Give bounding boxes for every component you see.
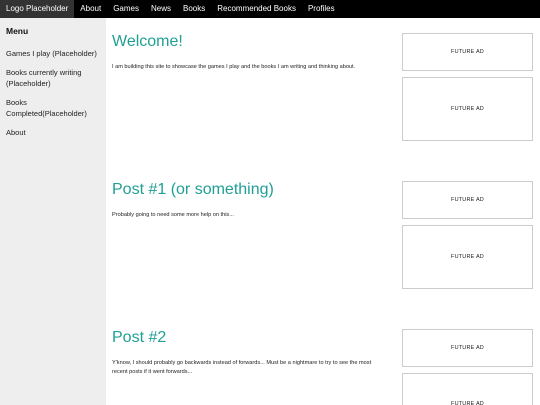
sidebar-heading: Menu — [6, 26, 29, 36]
top-navigation-bar — [0, 0, 540, 18]
sidebar-item-about[interactable]: About — [6, 128, 26, 137]
nav-profiles[interactable]: Profiles — [307, 4, 335, 13]
post-title: Post #2 — [112, 329, 167, 346]
post-body: I am building this site to showcase the games I play and the books I am writing and thinking about. — [112, 64, 356, 70]
nav-about[interactable]: About — [80, 4, 102, 13]
ad-slot: FUTURE AD — [402, 329, 533, 367]
sidebar-item-books-writing[interactable]: Books currently writing (Placeholder) — [6, 68, 82, 88]
nav-logo-placeholder[interactable]: Logo Placeholder — [0, 0, 74, 18]
ad-slot: FUTURE AD — [402, 181, 533, 219]
post-title: Welcome! — [112, 33, 183, 50]
post-body: Y'know, I should probably go backwards instead of forwards... Must be a nightmare to try to see the most recent posts if it went forwards... — [112, 360, 372, 375]
sidebar-item-books-completed[interactable]: Books Completed(Placeholder) — [6, 98, 87, 118]
ad-slot: FUTURE AD — [402, 77, 533, 141]
sidebar-menu — [0, 18, 106, 405]
nav-news[interactable]: News — [150, 4, 171, 13]
sidebar-item-games[interactable]: Games I play (Placeholder) — [6, 49, 97, 58]
nav-books[interactable]: Books — [183, 4, 206, 13]
nav-recommended-books[interactable]: Recommended Books — [217, 4, 296, 13]
post-title: Post #1 (or something) — [112, 181, 274, 198]
post-welcome — [112, 33, 382, 72]
nav-games[interactable]: Games — [113, 4, 139, 13]
post-2 — [112, 329, 382, 376]
post-body: Probably going to need some more help on this... — [112, 212, 234, 218]
ad-slot: FUTURE AD — [402, 373, 533, 405]
ad-slot: FUTURE AD — [402, 225, 533, 289]
post-1 — [112, 181, 382, 220]
ad-slot: FUTURE AD — [402, 33, 533, 71]
